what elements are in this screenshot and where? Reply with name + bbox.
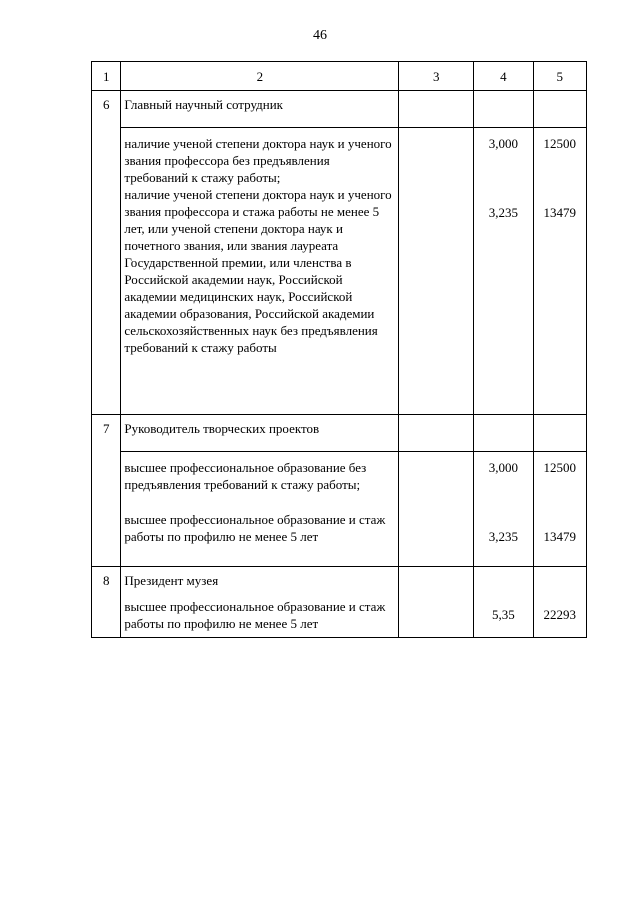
header-col-1: 1 xyxy=(92,62,121,91)
row-number: 7 xyxy=(92,415,121,567)
salary-value: 12500 xyxy=(543,460,576,475)
coefficient-value: 5,35 xyxy=(492,607,515,622)
criteria-cell xyxy=(121,128,399,415)
salary-value: 13479 xyxy=(543,529,576,544)
row-number: 8 xyxy=(92,567,121,638)
empty-cell xyxy=(399,567,474,638)
page-number: 46 xyxy=(313,28,327,43)
salary-table xyxy=(91,61,587,638)
empty-cell xyxy=(399,91,474,128)
empty-cell xyxy=(399,128,474,415)
empty-cell xyxy=(399,415,474,452)
table-row xyxy=(92,91,587,128)
criterion-text: высшее профессиональное образование без предъявления требований к стажу работы; xyxy=(124,460,367,492)
empty-cell xyxy=(399,452,474,567)
position-title: Главный научный сотрудник xyxy=(121,91,399,128)
criterion-text: наличие ученой степени доктора наук и ученого звания профессора и стажа работы не менее 5 лет, или ученой степени доктора наук и почетного звания, или звания лауреата Государственной премии, или членства в Российской академии наук, Российской академии медицинских наук, Российской академии образования, Российской академии сельскохозяйственных наук без предъявления требований к стажу работы xyxy=(124,187,392,355)
salary-value: 13479 xyxy=(543,205,576,220)
empty-cell xyxy=(533,91,586,128)
header-col-2: 2 xyxy=(121,62,399,91)
coefficient-cell xyxy=(474,452,533,567)
coefficient-value: 3,235 xyxy=(488,529,519,544)
table-row xyxy=(92,567,587,638)
criterion-text: высшее профессиональное образование и стаж работы по профилю не менее 5 лет xyxy=(124,599,386,631)
criteria-cell xyxy=(121,567,399,638)
salary-value: 12500 xyxy=(543,136,576,151)
table-row xyxy=(92,452,587,567)
empty-cell xyxy=(533,415,586,452)
table-row xyxy=(92,415,587,452)
table-row xyxy=(92,128,587,415)
header-col-4: 4 xyxy=(474,62,533,91)
salary-cell xyxy=(533,128,586,415)
coefficient-cell xyxy=(474,567,533,638)
coefficient-value: 3,235 xyxy=(488,205,519,220)
empty-cell xyxy=(474,415,533,452)
header-col-5: 5 xyxy=(533,62,586,91)
coefficient-value: 3,000 xyxy=(488,136,519,151)
table-header-row xyxy=(92,62,587,91)
row-number: 6 xyxy=(92,91,121,415)
salary-cell xyxy=(533,452,586,567)
header-col-3: 3 xyxy=(399,62,474,91)
salary-cell xyxy=(533,567,586,638)
salary-value: 22293 xyxy=(543,607,576,622)
criterion-text: наличие ученой степени доктора наук и ученого звания профессора без предъявления требований к стажу работы; xyxy=(124,136,392,185)
position-title: Президент музея xyxy=(124,573,219,588)
criterion-text: высшее профессиональное образование и стаж работы по профилю не менее 5 лет xyxy=(124,512,386,544)
coefficient-value: 3,000 xyxy=(488,460,519,475)
criteria-cell xyxy=(121,452,399,567)
empty-cell xyxy=(474,91,533,128)
coefficient-cell xyxy=(474,128,533,415)
position-title: Руководитель творческих проектов xyxy=(121,415,399,452)
